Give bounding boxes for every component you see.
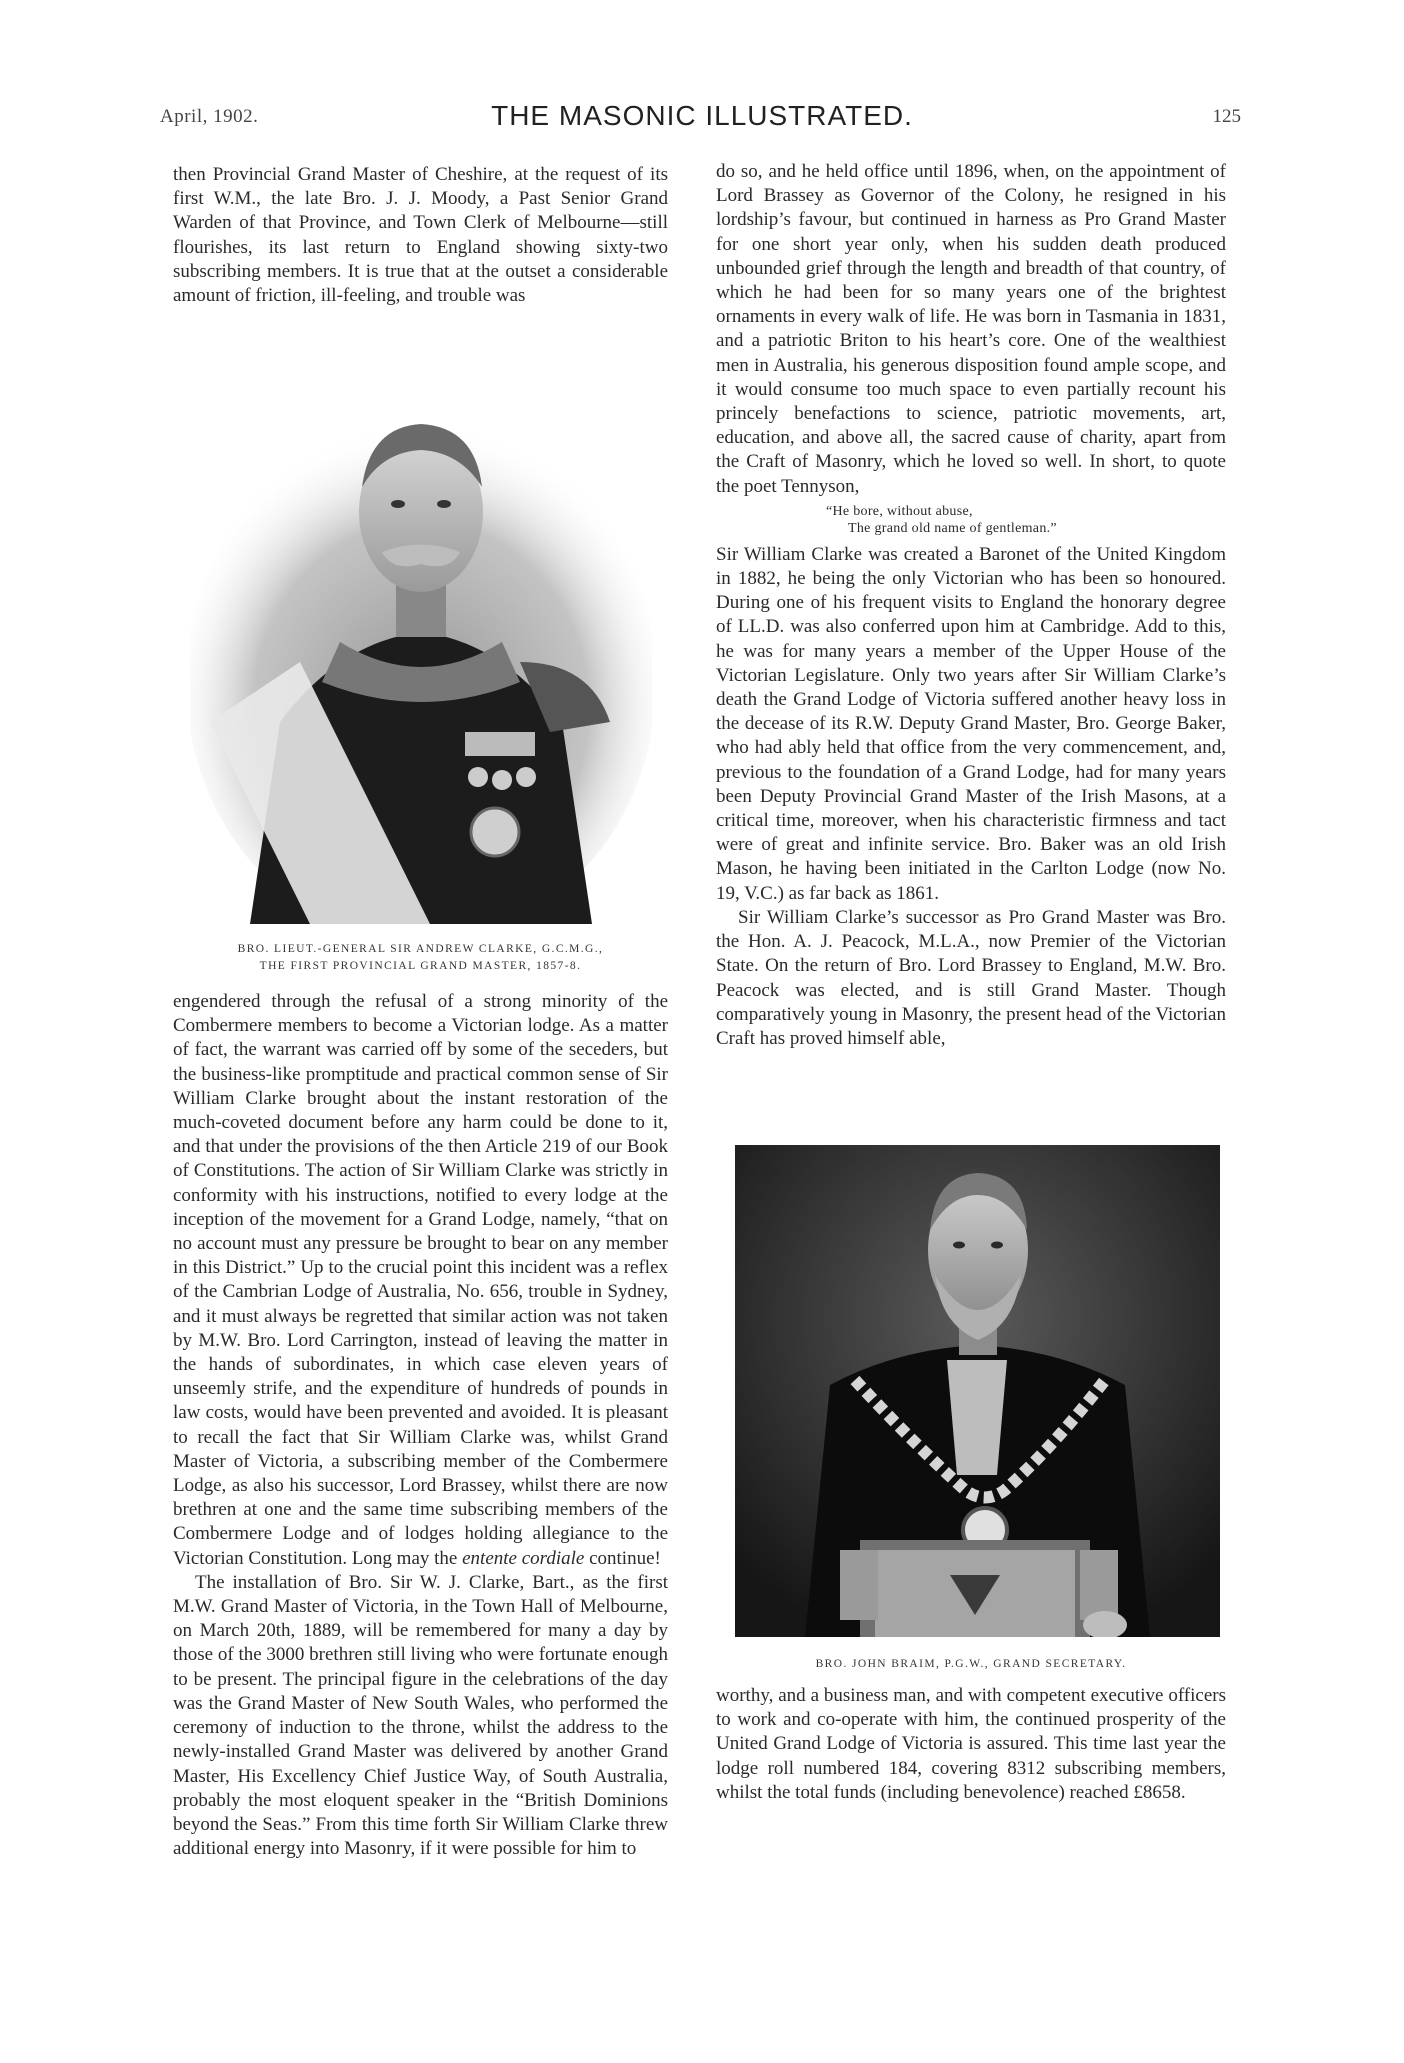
page-number: 125 [1212, 106, 1241, 127]
right-paragraph-2: Sir William Clarke was created a Baronet of the United Kingdom in 1882, he being the only Victorian who has been so honoured. During one of his frequent visits to England the honorary degree of LL.D. was also conferred upon him at Cambridge. Add to this, he was for many years a member of the Upper House of the Victorian Legislature. Only two years after Sir William Clarke’s death the Grand Lodge of Victoria suffered another heavy loss in the decease of its R.W. Deputy Grand Master, Bro. George Baker, who had ably held that office from the very commencement, and, previous to the foundation of a Grand Lodge, had for many years been Deputy Provincial Grand Master of the Irish Masons, at a critical time, moreover, when his characteristic firmness and tact were of great and infinite service. Bro. Baker was an old Irish Mason, he having been initiated in the Carlton Lodge (now No. 19, V.C.) as far back as 1861. [716, 543, 1226, 904]
caption-andrew-clarke [173, 941, 668, 975]
quote-line-1: “He bore, without abuse, [826, 503, 973, 519]
quote-line-2: The grand old name of gentleman.” [848, 520, 1057, 536]
left-paragraph-1-end: continue! [584, 1547, 661, 1569]
left-paragraph-1 [173, 990, 668, 1571]
portrait-andrew-clarke [190, 392, 652, 924]
left-intro-paragraph: then Provincial Grand Master of Cheshire, at the request of its first W.M., the late Bro. J. J. Moody, a Past Senior Grand Warden of that Province, and Town Clerk of Melbourne—still flourishes, its last return to England showing sixty-two subscribing members. It is true that at the outset a considerable amount of friction, ill-feeling, and trouble was [173, 164, 668, 307]
portrait-john-braim-image [735, 1145, 1220, 1637]
issue-date: April, 1902. [160, 106, 259, 127]
left-paragraph-1-text: engendered through the refusal of a strong minority of the Combermere members to become a Victorian lodge. As a matter of fact, the warrant was carried off by some of the seceders, but the business-like promptitude and practical common sense of Sir William Clarke brought about the instant restoration of the much-coveted document before any harm could be done to it, and that under the provisions of the then Article 219 of our Book of Constitutions. The action of Sir William Clarke was strictly in conformity with his instructions, notified to every lodge at the inception of the movement for a Grand Lodge, namely, “that on no account must any pressure be brought to bear on any member in this District.” Up to the crucial point this incident was a reflex of the Cambrian Lodge of Australia, No. 656, trouble in Sydney, and it must always be regretted that similar action was not taken by M.W. Bro. Lord Carrington, instead of leaving the matter in the hands of subordinates, in which case eleven years of unseemly strife, and the expenditure of hundreds of pounds in law costs, would have been prevented and avoided. It is pleasant to recall the fact that Sir William Clarke was, whilst Grand Master of Victoria, a subscribing member of the Combermere Lodge, as also his successor, Lord Brassey, whilst there are now brethren at one and the same time subscribing members of the Combermere Lodge and of lodges holding allegiance to the Victorian Constitution. Long may the [173, 991, 668, 1569]
caption-andrew-clarke-line2: THE FIRST PROVINCIAL GRAND MASTER, 1857-8. [259, 960, 582, 972]
left-column-bottom [173, 990, 668, 1861]
right-paragraph-1: do so, and he held office until 1896, when, on the appointment of Lord Brassey as Governor of the Colony, he resigned in his lordship’s favour, but continued in harness as Pro Grand Master for one short year only, when his sudden death produced unbounded grief through the length and breadth of that country, of which he had been for so many years one of the brightest ornaments in every walk of life. He was born in Tasmania in 1831, and a patriotic Briton to his heart’s core. One of the wealthiest men in Australia, his generous disposition found ample scope, and it would consume too much space to even partially recount his princely benefactions to science, patriotic movements, art, education, and above all, the sacred cause of charity, apart from the Craft of Masonry, which he loved so well. In short, to quote the poet Tennyson, [716, 161, 1226, 497]
right-paragraph-4: worthy, and a business man, and with competent executive officers to work and co-operate with him, the continued prosperity of the United Grand Lodge of Victoria is assured. This time last year the lodge roll numbered 184, covering 8312 subscribing members, whilst the total funds (including benevolence) reached £8658. [716, 1685, 1226, 1803]
left-column-top [173, 163, 668, 308]
left-paragraph-2: The installation of Bro. Sir W. J. Clarke, Bart., as the first M.W. Grand Master of Victoria, in the Town Hall of Melbourne, on March 20th, 1889, will be remembered for many a day by those of the 3000 brethren still living who were fortunate enough to be present. The principal figure in the celebrations of the day was the Grand Master of New South Wales, who performed the ceremony of induction to the throne, whilst the address to the newly-installed Grand Master was delivered by another Grand Master, His Excellency Chief Justice Way, of South Australia, probably the most eloquent speaker in the “British Dominions beyond the Seas.” From this time forth Sir William Clarke threw additional energy into Masonry, if it were possible for him to [173, 1571, 668, 1860]
caption-andrew-clarke-line1: BRO. LIEUT.-GENERAL SIR ANDREW CLARKE, G.C.M.G., [237, 943, 604, 955]
page-header [0, 0, 1404, 160]
right-paragraph-3: Sir William Clarke’s successor as Pro Grand Master was Bro. the Hon. A. J. Peacock, M.L.A., now Premier of the Victorian State. On the return of Bro. Lord Brassey to England, M.W. Bro. Peacock was elected, and is still Grand Master. Though comparatively young in Masonry, the present head of the Victorian Craft has proved himself able, [716, 906, 1226, 1049]
journal-title: THE MASONIC ILLUSTRATED. [491, 100, 913, 131]
entente-cordiale-phrase: entente cordiale [462, 1547, 585, 1569]
tennyson-quote [826, 503, 1226, 537]
right-column-bottom [716, 1684, 1226, 1805]
portrait-andrew-clarke-image [190, 392, 652, 924]
caption-john-braim: BRO. JOHN BRAIM, P.G.W., GRAND SECRETARY. [815, 1658, 1127, 1670]
portrait-john-braim [735, 1145, 1220, 1637]
right-column-top [716, 160, 1226, 1051]
